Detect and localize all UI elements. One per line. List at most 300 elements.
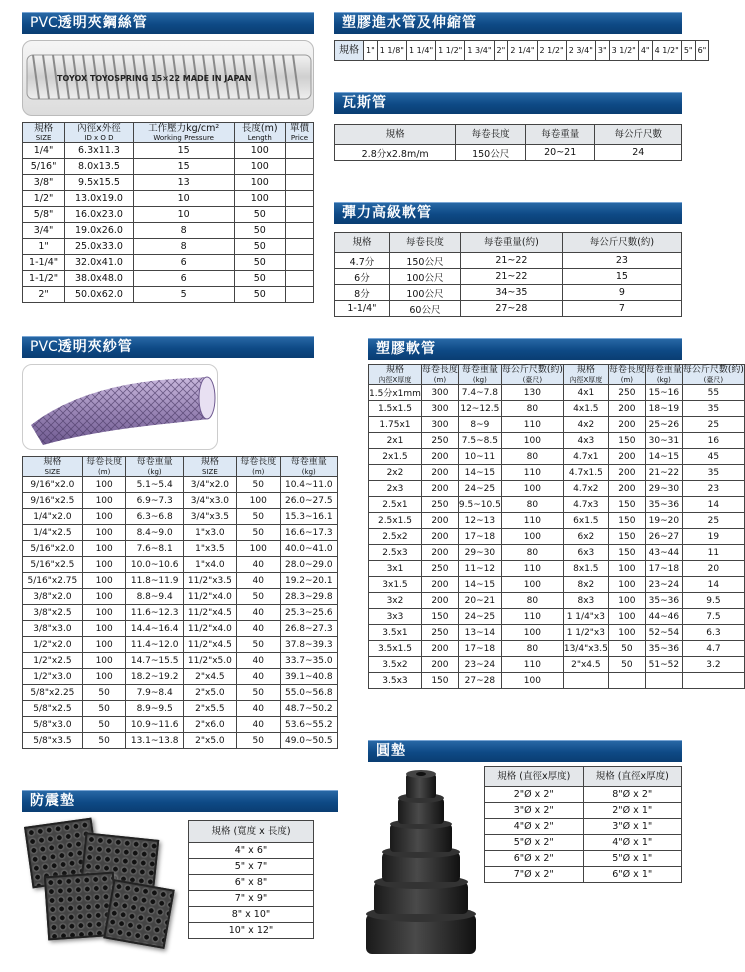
- table-cell: 6x3: [563, 545, 608, 561]
- vibration-pad-table: [188, 820, 314, 939]
- table-row: [23, 717, 338, 733]
- table-cell: [285, 223, 313, 239]
- table-cell: 5/8"x3.5: [23, 733, 83, 749]
- table-cell: 100: [82, 525, 126, 541]
- table-cell: 14: [682, 497, 744, 513]
- header-sub: (kg): [656, 376, 671, 384]
- round-pad-title: 圓墊: [368, 740, 682, 762]
- table-cell: 50.0x62.0: [65, 287, 134, 303]
- table-cell: 49.0~50.5: [280, 733, 337, 749]
- inlet-pipe-size: 2 3/4": [566, 41, 595, 61]
- column-header: 每卷重量: [525, 125, 595, 145]
- header-main: 規格: [385, 365, 404, 375]
- table-cell: 35: [682, 401, 744, 417]
- header-sub: 內徑X厚度: [569, 376, 603, 384]
- table-cell: 3"Ø x 1": [583, 819, 682, 835]
- table-cell: 5" x 7": [189, 859, 314, 875]
- header-sub: (臺尺): [703, 376, 724, 384]
- table-cell: 9: [562, 285, 681, 301]
- table-cell: 100: [82, 477, 126, 493]
- header-main: 每公斤尺數(約): [682, 365, 744, 375]
- table-row: [189, 923, 314, 939]
- column-header: 規格 (直徑x厚度): [485, 767, 584, 787]
- table-cell: 4x1: [563, 385, 608, 401]
- table-cell: 17~18: [458, 641, 501, 657]
- inlet-pipe-size: 2 1/4": [508, 41, 537, 61]
- inlet-pipe-title: 塑膠進水管及伸縮管: [334, 12, 682, 34]
- header-sub: Working Pressure: [153, 134, 214, 142]
- table-cell: 200: [421, 529, 458, 545]
- table-cell: 100: [234, 191, 285, 207]
- table-cell: 9/16"x2.0: [23, 477, 83, 493]
- table-cell: 30~31: [645, 433, 682, 449]
- table-row: [23, 733, 338, 749]
- table-cell: 1/2"x2.0: [23, 637, 83, 653]
- table-cell: 7.6~8.1: [126, 541, 183, 557]
- table-cell: 250: [421, 561, 458, 577]
- table-cell: 100: [82, 541, 126, 557]
- table-cell: 7.5~8.5: [458, 433, 501, 449]
- table-cell: 100: [501, 577, 563, 593]
- table-cell: 2x2: [369, 465, 422, 481]
- table-cell: 40: [236, 701, 280, 717]
- table-cell: 52~54: [645, 625, 682, 641]
- table-cell: 3/8"x3.0: [23, 621, 83, 637]
- inlet-pipe-size: 2 1/2": [537, 41, 566, 61]
- table-cell: 2.8分x2.8m/m: [335, 145, 456, 161]
- header-sub: SIZE: [35, 134, 52, 142]
- table-cell: 150公尺: [456, 145, 526, 161]
- steel-hose-print: TOYOX TOYOSPRING 15×22 MADE IN JAPAN: [57, 74, 252, 83]
- table-cell: 3/4"x2.0: [183, 477, 236, 493]
- table-cell: 250: [421, 433, 458, 449]
- table-row: [189, 843, 314, 859]
- header-sub: (kg): [147, 468, 162, 476]
- table-cell: 3.2: [682, 657, 744, 673]
- table-cell: 150: [421, 673, 458, 689]
- table-cell: 80: [501, 497, 563, 513]
- table-row: [23, 509, 338, 525]
- table-cell: 18.2~19.2: [126, 669, 183, 685]
- table-cell: 200: [421, 481, 458, 497]
- elastic-hose-table: [334, 232, 682, 317]
- header-main: 每卷長度: [240, 457, 277, 467]
- table-cell: 14~15: [458, 465, 501, 481]
- table-cell: 7.9~8.4: [126, 685, 183, 701]
- table-cell: 40: [236, 621, 280, 637]
- steel-hose-drawing: [23, 41, 315, 117]
- table-cell: 3/4"x3.0: [183, 493, 236, 509]
- column-header: 每公斤尺數: [595, 125, 682, 145]
- table-cell: 13.1~13.8: [126, 733, 183, 749]
- steel-hose-table: [22, 122, 314, 303]
- table-cell: 14.7~15.5: [126, 653, 183, 669]
- table-row: [23, 477, 338, 493]
- table-cell: [285, 143, 313, 159]
- column-header: [133, 123, 234, 143]
- table-cell: 13: [133, 175, 234, 191]
- table-row: [369, 561, 745, 577]
- inlet-pipe-size: 1 1/2": [436, 41, 465, 61]
- table-row: [369, 401, 745, 417]
- table-row: [485, 803, 682, 819]
- table-cell: 100: [82, 621, 126, 637]
- table-cell: 20~21: [458, 593, 501, 609]
- table-cell: 100: [608, 577, 645, 593]
- table-cell: 11/2"x3.5: [183, 573, 236, 589]
- header-sub: (m): [98, 468, 111, 476]
- table-cell: 2x3: [369, 481, 422, 497]
- vibration-pad-title: 防震墊: [22, 790, 338, 812]
- header-sub: (臺尺): [522, 376, 543, 384]
- table-cell: 4x2: [563, 417, 608, 433]
- column-header: [608, 365, 645, 385]
- column-header: 規格: [335, 125, 456, 145]
- table-cell: 20~21: [525, 145, 595, 161]
- table-cell: 3x2: [369, 593, 422, 609]
- table-cell: 6x2: [563, 529, 608, 545]
- table-cell: 100: [82, 653, 126, 669]
- table-cell: 53.6~55.2: [280, 717, 337, 733]
- table-cell: 100: [82, 637, 126, 653]
- table-cell: 6: [133, 255, 234, 271]
- table-row: [369, 593, 745, 609]
- table-row: [369, 465, 745, 481]
- table-cell: 10" x 12": [189, 923, 314, 939]
- table-cell: 5"Ø x 2": [485, 835, 584, 851]
- table-cell: 2"x4.5: [183, 669, 236, 685]
- table-cell: 8: [133, 239, 234, 255]
- table-cell: 19: [682, 529, 744, 545]
- table-cell: 5: [133, 287, 234, 303]
- table-row: [335, 269, 682, 285]
- table-cell: 4" x 6": [189, 843, 314, 859]
- table-cell: 15~16: [645, 385, 682, 401]
- table-cell: 300: [421, 401, 458, 417]
- table-row: [23, 207, 314, 223]
- table-cell: 11.8~11.9: [126, 573, 183, 589]
- column-header: [65, 123, 134, 143]
- table-cell: 34~35: [460, 285, 562, 301]
- header-main: 規格: [576, 365, 595, 375]
- table-cell: 100: [501, 433, 563, 449]
- table-cell: 16.0x23.0: [65, 207, 134, 223]
- table-row: [369, 545, 745, 561]
- table-cell: 35~36: [645, 593, 682, 609]
- table-cell: [285, 207, 313, 223]
- table-row: [23, 175, 314, 191]
- table-row: [369, 449, 745, 465]
- table-cell: 4"Ø x 1": [583, 835, 682, 851]
- table-cell: 80: [501, 593, 563, 609]
- elastic-hose-title: 彈力高級軟管: [334, 202, 682, 224]
- plastic-hose-table: [368, 364, 745, 689]
- table-cell: 14~15: [645, 449, 682, 465]
- table-cell: 10: [133, 207, 234, 223]
- table-cell: 2x1: [369, 433, 422, 449]
- table-cell: 5/8"x3.0: [23, 717, 83, 733]
- gas-pipe-table: [334, 124, 682, 161]
- table-cell: 50: [236, 637, 280, 653]
- table-row: [485, 867, 682, 883]
- table-cell: 7: [562, 301, 681, 317]
- table-row: [369, 417, 745, 433]
- table-cell: 8x3: [563, 593, 608, 609]
- table-cell: 250: [608, 385, 645, 401]
- table-cell: [285, 175, 313, 191]
- table-cell: 2x1.5: [369, 449, 422, 465]
- table-cell: 6.3~6.8: [126, 509, 183, 525]
- table-row: [23, 287, 314, 303]
- table-cell: 25~26: [645, 417, 682, 433]
- header-main: 每公斤尺數(約): [501, 365, 563, 375]
- table-cell: 8"Ø x 2": [583, 787, 682, 803]
- table-row: [23, 637, 338, 653]
- table-cell: 250: [421, 625, 458, 641]
- table-row: [335, 285, 682, 301]
- table-cell: 1/4": [23, 143, 65, 159]
- table-cell: 14.4~16.4: [126, 621, 183, 637]
- header-sub: Length: [247, 134, 272, 142]
- table-cell: 100: [82, 605, 126, 621]
- table-cell: 17~18: [645, 561, 682, 577]
- table-cell: 1.75x1: [369, 417, 422, 433]
- table-cell: 50: [236, 477, 280, 493]
- table-cell: 11.4~12.0: [126, 637, 183, 653]
- table-cell: 3/8"x2.5: [23, 605, 83, 621]
- table-cell: 10.0~10.6: [126, 557, 183, 573]
- table-cell: 11/2"x4.0: [183, 589, 236, 605]
- table-cell: 6"Ø x 1": [583, 867, 682, 883]
- table-cell: 37.8~39.3: [280, 637, 337, 653]
- plastic-hose-title: 塑膠軟管: [368, 338, 682, 360]
- table-cell: 35~36: [645, 641, 682, 657]
- table-row: [23, 159, 314, 175]
- table-cell: 3/4": [23, 223, 65, 239]
- table-row: [23, 191, 314, 207]
- table-cell: [285, 287, 313, 303]
- table-cell: 25.0x33.0: [65, 239, 134, 255]
- table-row: [23, 653, 338, 669]
- table-cell: 200: [421, 577, 458, 593]
- table-cell: 21~22: [645, 465, 682, 481]
- table-cell: 35: [682, 465, 744, 481]
- column-header: [458, 365, 501, 385]
- table-cell: 50: [82, 717, 126, 733]
- header-sub: (m): [433, 376, 447, 384]
- table-cell: 200: [421, 593, 458, 609]
- table-cell: 25: [682, 513, 744, 529]
- table-row: [369, 529, 745, 545]
- header-main: 每卷重量: [461, 365, 498, 375]
- table-cell: 9/16"x2.5: [23, 493, 83, 509]
- table-cell: 1/2": [23, 191, 65, 207]
- table-cell: 200: [608, 481, 645, 497]
- table-cell: 7"Ø x 2": [485, 867, 584, 883]
- table-cell: 100: [608, 593, 645, 609]
- table-cell: 300: [421, 385, 458, 401]
- table-row: [23, 255, 314, 271]
- table-cell: 4.7x1: [563, 449, 608, 465]
- table-cell: [285, 239, 313, 255]
- table-row: [335, 253, 682, 269]
- table-cell: 50: [234, 207, 285, 223]
- table-cell: 250: [421, 497, 458, 513]
- header-main: 每卷重量: [290, 457, 327, 467]
- table-cell: 110: [501, 513, 563, 529]
- table-cell: 23~24: [458, 657, 501, 673]
- column-header: [23, 123, 65, 143]
- table-row: [23, 143, 314, 159]
- table-cell: 5"Ø x 1": [583, 851, 682, 867]
- column-header: [682, 365, 744, 385]
- table-cell: 8.4~9.0: [126, 525, 183, 541]
- table-cell: 2"Ø x 1": [583, 803, 682, 819]
- table-cell: 55: [682, 385, 744, 401]
- table-row: [369, 433, 745, 449]
- table-cell: 3.5x1: [369, 625, 422, 641]
- inlet-pipe-size: 1 1/8": [377, 41, 406, 61]
- table-cell: 19~20: [645, 513, 682, 529]
- column-header: 每卷長度: [456, 125, 526, 145]
- table-cell: 1"x3.5: [183, 541, 236, 557]
- header-main: 工作壓力kg/cm²: [148, 123, 220, 134]
- inlet-pipe-size: 2": [494, 41, 508, 61]
- table-cell: 3.5x1.5: [369, 641, 422, 657]
- table-cell: 100: [501, 529, 563, 545]
- table-cell: 3.5x3: [369, 673, 422, 689]
- table-cell: 100: [82, 589, 126, 605]
- table-cell: 6"Ø x 2": [485, 851, 584, 867]
- table-cell: 100: [234, 175, 285, 191]
- table-row: [485, 819, 682, 835]
- column-header: 規格 (直徑x厚度): [583, 767, 682, 787]
- header-main: 規格: [43, 457, 62, 467]
- table-cell: 6: [133, 271, 234, 287]
- table-cell: 8x2: [563, 577, 608, 593]
- table-cell: 8.9~9.5: [126, 701, 183, 717]
- table-cell: 80: [501, 449, 563, 465]
- table-cell: 50: [82, 733, 126, 749]
- table-cell: 200: [421, 657, 458, 673]
- table-cell: 50: [236, 685, 280, 701]
- table-cell: 3x1.5: [369, 577, 422, 593]
- table-cell: 45: [682, 449, 744, 465]
- table-cell: 38.0x48.0: [65, 271, 134, 287]
- table-cell: 5/16"x2.75: [23, 573, 83, 589]
- table-cell: 25: [682, 417, 744, 433]
- table-cell: 2"x5.0: [183, 685, 236, 701]
- table-cell: 26~27: [645, 529, 682, 545]
- table-cell: 15: [133, 143, 234, 159]
- table-cell: 7" x 9": [189, 891, 314, 907]
- header-main: 每卷長度: [86, 457, 123, 467]
- table-cell: 1/4"x2.0: [23, 509, 83, 525]
- table-row: [23, 701, 338, 717]
- table-row: [23, 589, 338, 605]
- inlet-pipe-size: 3 1/2": [609, 41, 638, 61]
- gauze-hose-table: [22, 456, 338, 749]
- table-cell: 100: [501, 625, 563, 641]
- header-sub: (kg): [301, 468, 316, 476]
- table-cell: [285, 271, 313, 287]
- table-cell: 150: [608, 497, 645, 513]
- table-cell: 100: [236, 541, 280, 557]
- table-cell: 1/2"x3.0: [23, 669, 83, 685]
- round-pad-table: [484, 766, 682, 883]
- column-header: 每卷重量(約): [460, 233, 562, 253]
- table-row: [189, 907, 314, 923]
- table-cell: 12~13: [458, 513, 501, 529]
- column-header: [563, 365, 608, 385]
- table-cell: 15: [133, 159, 234, 175]
- table-cell: 2.5x3: [369, 545, 422, 561]
- table-row: [369, 641, 745, 657]
- table-cell: 24: [595, 145, 682, 161]
- table-cell: 200: [608, 465, 645, 481]
- table-row: [369, 609, 745, 625]
- table-cell: 50: [608, 641, 645, 657]
- table-cell: 100: [501, 673, 563, 689]
- table-cell: 150: [421, 609, 458, 625]
- header-sub: SIZE: [202, 468, 218, 476]
- inlet-pipe-size: 1": [364, 41, 378, 61]
- header-main: 每卷長度: [421, 365, 458, 375]
- table-cell: 26.0~27.5: [280, 493, 337, 509]
- table-cell: 3/8": [23, 175, 65, 191]
- table-cell: 8" x 10": [189, 907, 314, 923]
- table-cell: 1/4"x2.5: [23, 525, 83, 541]
- column-header: [369, 365, 422, 385]
- table-row: [369, 513, 745, 529]
- table-cell: 44~46: [645, 609, 682, 625]
- table-cell: 100: [236, 493, 280, 509]
- table-cell: 3x3: [369, 609, 422, 625]
- table-row: [23, 239, 314, 255]
- table-cell: 8.8~9.4: [126, 589, 183, 605]
- table-cell: 7.5: [682, 609, 744, 625]
- table-cell: 11.6~12.3: [126, 605, 183, 621]
- column-header: [285, 123, 313, 143]
- table-cell: 50: [82, 701, 126, 717]
- table-cell: 1-1/4": [23, 255, 65, 271]
- table-cell: 40: [236, 557, 280, 573]
- table-cell: 50: [82, 685, 126, 701]
- table-cell: 50: [236, 589, 280, 605]
- table-cell: 6.3: [682, 625, 744, 641]
- table-cell: 9.5~10.5: [458, 497, 501, 513]
- table-row: [335, 301, 682, 317]
- table-cell: 10: [133, 191, 234, 207]
- header-main: 內徑x外徑: [77, 123, 121, 134]
- table-cell: 100: [82, 669, 126, 685]
- table-cell: 14: [682, 577, 744, 593]
- table-cell: 100: [608, 609, 645, 625]
- table-cell: 15: [562, 269, 681, 285]
- column-header: [421, 365, 458, 385]
- table-row: [485, 851, 682, 867]
- gas-pipe-title: 瓦斯管: [334, 92, 682, 114]
- table-cell: 4.7x3: [563, 497, 608, 513]
- vibration-pad-header: 規格 (寬度 x 長度): [189, 821, 314, 843]
- table-cell: 51~52: [645, 657, 682, 673]
- table-cell: 3x1: [369, 561, 422, 577]
- table-cell: 40: [236, 605, 280, 621]
- table-cell: 100: [234, 159, 285, 175]
- table-cell: 5/8": [23, 207, 65, 223]
- table-cell: 8: [133, 223, 234, 239]
- column-header: 每卷長度: [389, 233, 460, 253]
